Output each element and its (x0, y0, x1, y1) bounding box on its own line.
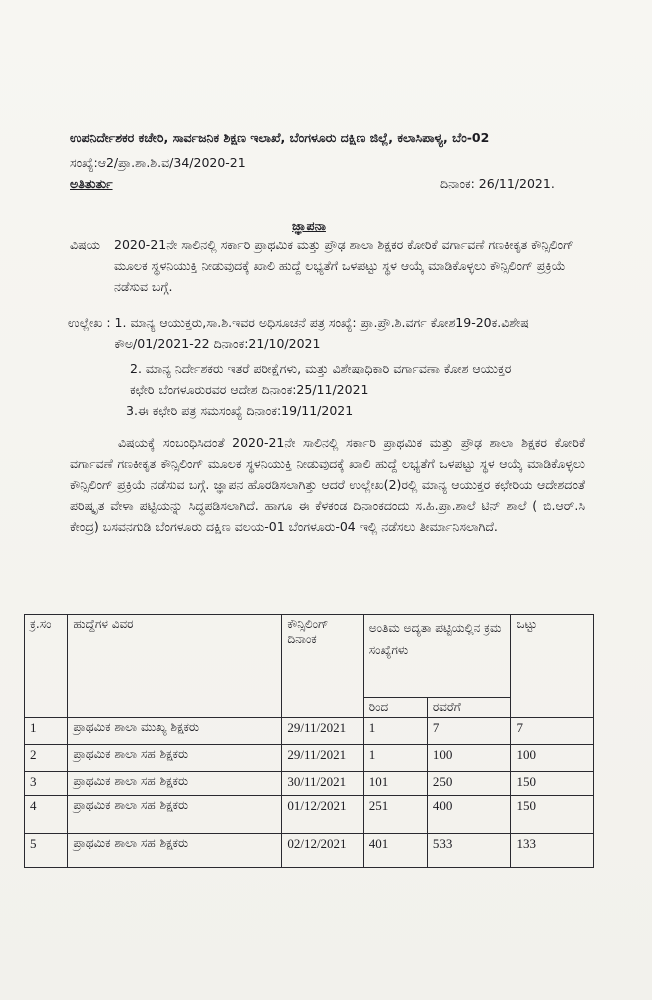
cell-post: ಪ್ರಾಥಮಿಕ ಶಾಲಾ ಸಹ ಶಿಕ್ಷಕರು (68, 796, 282, 834)
reference-item: 1. ಮಾನ್ಯ ಆಯುಕ್ತರು,ಸಾ.ಶಿ.ಇವರ ಅಧಿಸೂಚನೆ ಪತ್ರ ಸಂಖ್ಯೆ: ಪ್ರಾ.ಪ್ರೌ.ಶಿ.ವರ್ಗ ಕೋಶ19-20ಕ.ವಿಶೇಷ ಕೌಅ/01/2021-22 ದಿನಾಂಕ:21/10/2021 (114, 315, 529, 351)
cell-to: 250 (427, 772, 511, 796)
counselling-schedule-table (24, 614, 594, 868)
header-post: ಹುದ್ದೆಗಳ ವಿವರ (68, 615, 282, 718)
table-row (25, 796, 594, 834)
cell-from: 251 (363, 796, 427, 834)
cell-post: ಪ್ರಾಥಮಿಕ ಶಾಲಾ ಸಹ ಶಿಕ್ಷಕರು (68, 834, 282, 868)
cell-date: 01/12/2021 (282, 796, 363, 834)
cell-date: 29/11/2021 (282, 718, 363, 745)
cell-from: 1 (363, 718, 427, 745)
reference-item: 3.ಈ ಕಛೇರಿ ಪತ್ರ ಸಮಸಂಖ್ಯೆ ದಿನಾಂಕ:19/11/2021 (126, 403, 354, 418)
cell-date: 29/11/2021 (282, 745, 363, 772)
references-block (68, 312, 608, 421)
cell-total: 150 (511, 796, 594, 834)
cell-to: 100 (427, 745, 511, 772)
cell-sl: 1 (25, 718, 68, 745)
notice-title: ಜ್ಞಾಪನಾ (292, 218, 326, 233)
cell-sl: 5 (25, 834, 68, 868)
cell-post: ಪ್ರಾಥಮಿಕ ಶಾಲಾ ಮುಖ್ಯ ಶಿಕ್ಷಕರು (68, 718, 282, 745)
header-sl: ಕ್ರ.ಸಂ (25, 615, 68, 718)
subject-block (70, 234, 600, 294)
cell-sl: 2 (25, 745, 68, 772)
cell-from: 401 (363, 834, 427, 868)
cell-total: 133 (511, 834, 594, 868)
cell-sl: 3 (25, 772, 68, 796)
cell-post: ಪ್ರಾಥಮಿಕ ಶಾಲಾ ಸಹ ಶಿಕ್ಷಕರು (68, 745, 282, 772)
subject-label: ವಿಷಯ (70, 237, 100, 252)
reference-number: ಸಂಖ್ಯೆ:ಆ2/ಪ್ರಾ.ಶಾ.ಶಿ.ವ/34/2020-21 (70, 155, 246, 170)
table-row (25, 718, 594, 745)
reference-item: 2. ಮಾನ್ಯ ನಿರ್ದೇಶಕರು ಇತರೆ ಪರೀಕ್ಷೆಗಳು, ಮತ್ತು ವಿಶೇಷಾಧಿಕಾರಿ ವರ್ಗಾವಣಾ ಕೋಶ ಆಯುಕ್ತರ ಕಛೇರಿ ಬೆಂಗಳೂರುರವರ ಆದೇಶ ದಿನಾಂಕ:25/11/2021 (130, 361, 512, 397)
cell-total: 100 (511, 745, 594, 772)
cell-post: ಪ್ರಾಥಮಿಕ ಶಾಲಾ ಸಹ ಶಿಕ್ಷಕರು (68, 772, 282, 796)
table-row (25, 745, 594, 772)
cell-date: 02/12/2021 (282, 834, 363, 868)
cell-from: 1 (363, 745, 427, 772)
urgent-label: ಅತಿತುರ್ತು (70, 176, 113, 191)
header-to: ರವರೆಗೆ (427, 698, 511, 718)
cell-total: 7 (511, 718, 594, 745)
cell-from: 101 (363, 772, 427, 796)
header-date: ಕೌನ್ಸಿಲಿಂಗ್ ದಿನಾಂಕ (282, 615, 363, 718)
header-from: ರಿಂದ (363, 698, 427, 718)
cell-to: 533 (427, 834, 511, 868)
cell-to: 7 (427, 718, 511, 745)
table-row (25, 834, 594, 868)
document-date: ದಿನಾಂಕ: 26/11/2021. (440, 176, 555, 191)
header-total: ಒಟ್ಟು (511, 615, 594, 718)
cell-to: 400 (427, 796, 511, 834)
header-seniority: ಅಂತಿಮ ಅದ್ಯತಾ ಪಟ್ಟಿಯಲ್ಲಿನ ಕ್ರಮ ಸಂಖ್ಯೆಗಳು (363, 615, 511, 698)
references-label: ಉಲ್ಲೇಖ : (68, 315, 111, 330)
cell-date: 30/11/2021 (282, 772, 363, 796)
office-heading: ಉಪನಿರ್ದೇಶಕರ ಕಚೇರಿ, ಸಾರ್ವಜನಿಕ ಶಿಕ್ಷಣ ಇಲಾಖೆ, ಬೆಂಗಳೂರು ದಕ್ಷಿಣ ಜಿಲ್ಲೆ, ಕಲಾಸಿಪಾಳ್ಯ, ಬೆಂ-02 (70, 130, 490, 145)
cell-total: 150 (511, 772, 594, 796)
body-paragraph: ವಿಷಯಕ್ಕೆ ಸಂಬಂಧಿಸಿದಂತೆ 2020-21ನೇ ಸಾಲಿನಲ್ಲಿ ಸರ್ಕಾರಿ ಪ್ರಾಥಮಿಕ ಮತ್ತು ಪ್ರೌಢ ಶಾಲಾ ಶಿಕ್ಷಕರ ಕೋರಿಕೆ ವರ್ಗಾವಣೆ ಗಣಕೀಕೃತ ಕೌನ್ಸಿಲಿಂಗ್ ಮೂಲಕ ಸ್ಥಳನಿಯುಕ್ತಿ ನೀಡುವುದಕ್ಕೆ ಖಾಲಿ ಹುದ್ದೆ ಲಭ್ಯತೆಗೆ ಒಳಪಟ್ಟು ಸ್ಥಳ ಆಯ್ಕೆ ಮಾಡಿಕೊಳ್ಳಲು ಕೌನ್ಸಿಲಿಂಗ್ ಪ್ರಕ್ರಿಯೆ ನಡೆಸುವ ಬಗ್ಗೆ. ಜ್ಞಾಪನ ಹೊರಡಿಸಲಾಗಿತ್ತು ಆದರೆ ಉಲ್ಲೇಖ(2)ರಲ್ಲಿ ಮಾನ್ಯ ಆಯುಕ್ತರ ಕಛೇರಿಯ ಆದೇಶದಂತೆ ಪರಿಷ್ಕೃತ ವೇಳಾ ಪಟ್ಟಿಯನ್ನು ಸಿದ್ಧಪಡಿಸಲಾಗಿದೆ. ಹಾಗೂ ಈ ಕೆಳಕಂಡ ದಿನಾಂಕದಂದು ಸ.ಹಿ.ಪ್ರಾ.ಶಾಲೆ ಟಿನ್ ಶಾಲೆ ( ಬಿ.ಆರ್.ಸಿ ಕೇಂದ್ರ) ಬಸವನಗುಡಿ ಬೆಂಗಳೂರು ದಕ್ಷಿಣ ವಲಯ-01 ಬೆಂಗಳೂರು-04 ಇಲ್ಲಿ ನಡೆಸಲು ತೀರ್ಮಾನಿಸಲಾಗಿದೆ. (70, 435, 585, 534)
subject-text: 2020-21ನೇ ಸಾಲಿನಲ್ಲಿ ಸರ್ಕಾರಿ ಪ್ರಾಥಮಿಕ ಮತ್ತು ಪ್ರೌಢ ಶಾಲಾ ಶಿಕ್ಷಕರ ಕೋರಿಕೆ ವರ್ಗಾವಣೆ ಗಣಕೀಕೃತ ಕೌನ್ಸಿಲಿಂಗ್ ಮೂಲಕ ಸ್ಥಳನಿಯುಕ್ತಿ ನೀಡುವುದಕ್ಕೆ ಖಾಲಿ ಹುದ್ದೆ ಲಭ್ಯತೆಗೆ ಒಳಪಟ್ಟು ಸ್ಥಳ ಆಯ್ಕೆ ಮಾಡಿಕೊಳ್ಳಲು ಕೌನ್ಸಿಲಿಂಗ್ ಪ್ರಕ್ರಿಯೆ ನಡೆಸುವ ಬಗ್ಗೆ. (114, 237, 574, 294)
table-row (25, 772, 594, 796)
cell-sl: 4 (25, 796, 68, 834)
table-header-row (25, 615, 594, 698)
